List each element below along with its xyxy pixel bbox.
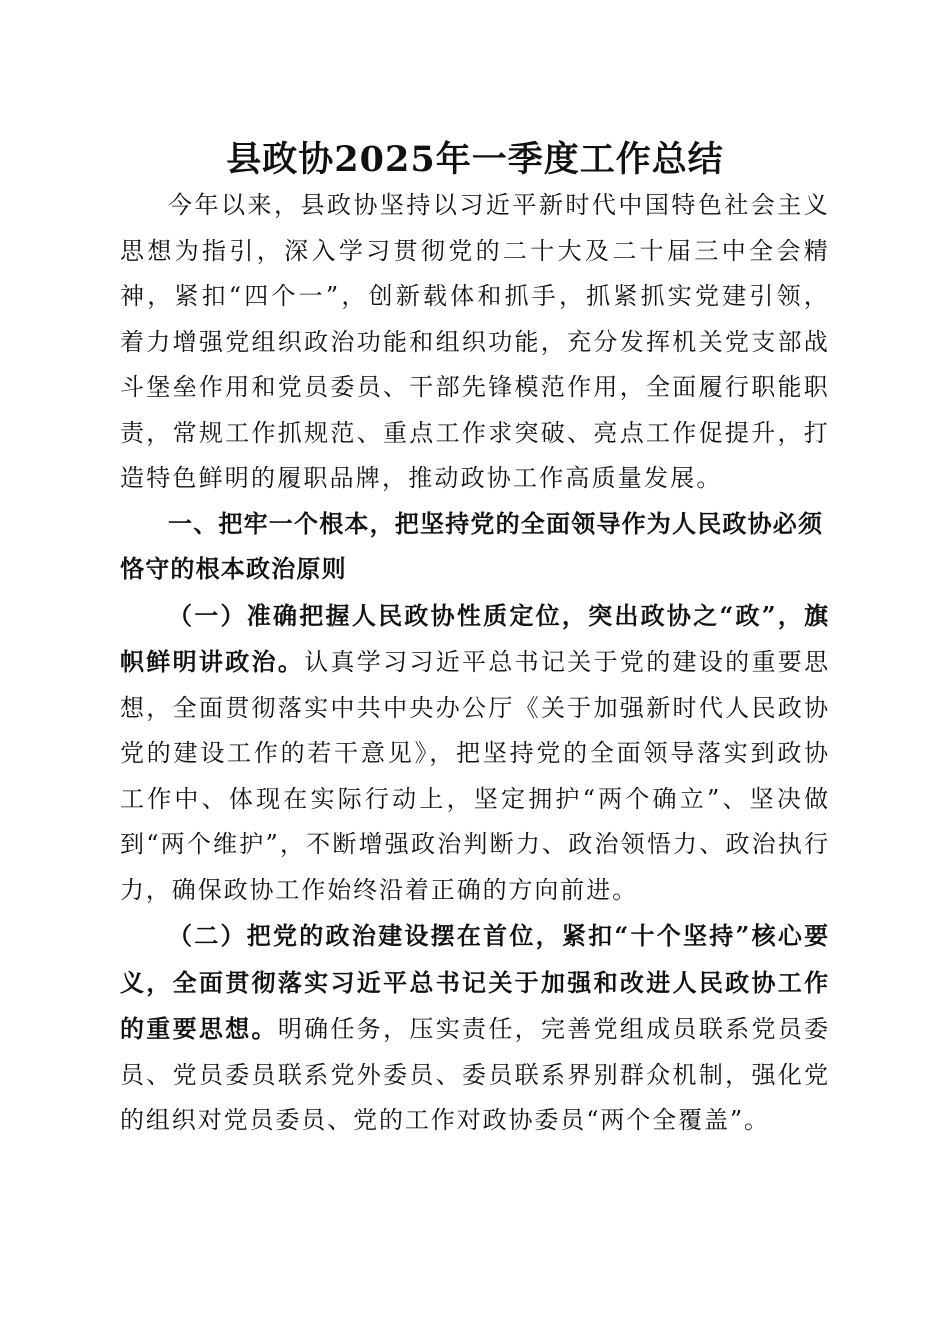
section-1-item-2-paragraph bbox=[120, 913, 830, 1144]
document-title: 县政协2025年一季度工作总结 bbox=[226, 139, 724, 180]
section-1-heading: 一、把牢一个根本，把坚持党的全面领导作为人民政协必须恪守的根本政治原则 bbox=[120, 509, 824, 583]
section-1-item-1-text: 认真学习习近平总书记关于党的建设的重要思想，全面贯彻落实中共中央办公厅《关于加强新时代人民政协党的建设工作的若干意见》，把坚持党的全面领导落实到政协工作中、体现在实际行动上，坚定拥护“两个确立”、坚决做到“两个维护”，不断增强政治判断力、政治领悟力、政治执行力，确保政协工作始终沿着正确的方向前进。 bbox=[120, 648, 830, 904]
section-1-item-2-text: 明确任务，压实责任，完善党组成员联系党员委员、党员委员联系党外委员、委员联系界别群众机制，强化党的组织对党员委员、党的工作对政协委员“两个全覆盖”。 bbox=[120, 1015, 830, 1134]
section-1-item-1-paragraph bbox=[120, 593, 830, 914]
section-1-item-1-lead: （一）准确把握人民政协性质定位，突出政协之“政”，旗帜鲜明讲政治。 bbox=[120, 600, 830, 676]
intro-paragraph: 今年以来，县政协坚持以习近平新时代中国特色社会主义思想为指引，深入学习贯彻党的二十大及二十届三中全会精神，紧扣“四个一”，创新载体和抓手，抓紧抓实党建引领，着力增强党组织政治功能和组织功能，充分发挥机关党支部战斗堡垒作用和党员委员、干部先锋模范作用，全面履行职能职责，常规工作抓规范、重点工作求突破、亮点工作促提升，打造特色鲜明的履职品牌，推动政协工作高质量发展。 bbox=[120, 191, 830, 492]
document-body bbox=[120, 183, 830, 1144]
section-1-item-2-lead: （二）把党的政治建设摆在首位，紧扣“十个坚持”核心要义，全面贯彻落实习近平总书记关于加强和改进人民政协工作的重要思想。 bbox=[120, 921, 830, 1043]
